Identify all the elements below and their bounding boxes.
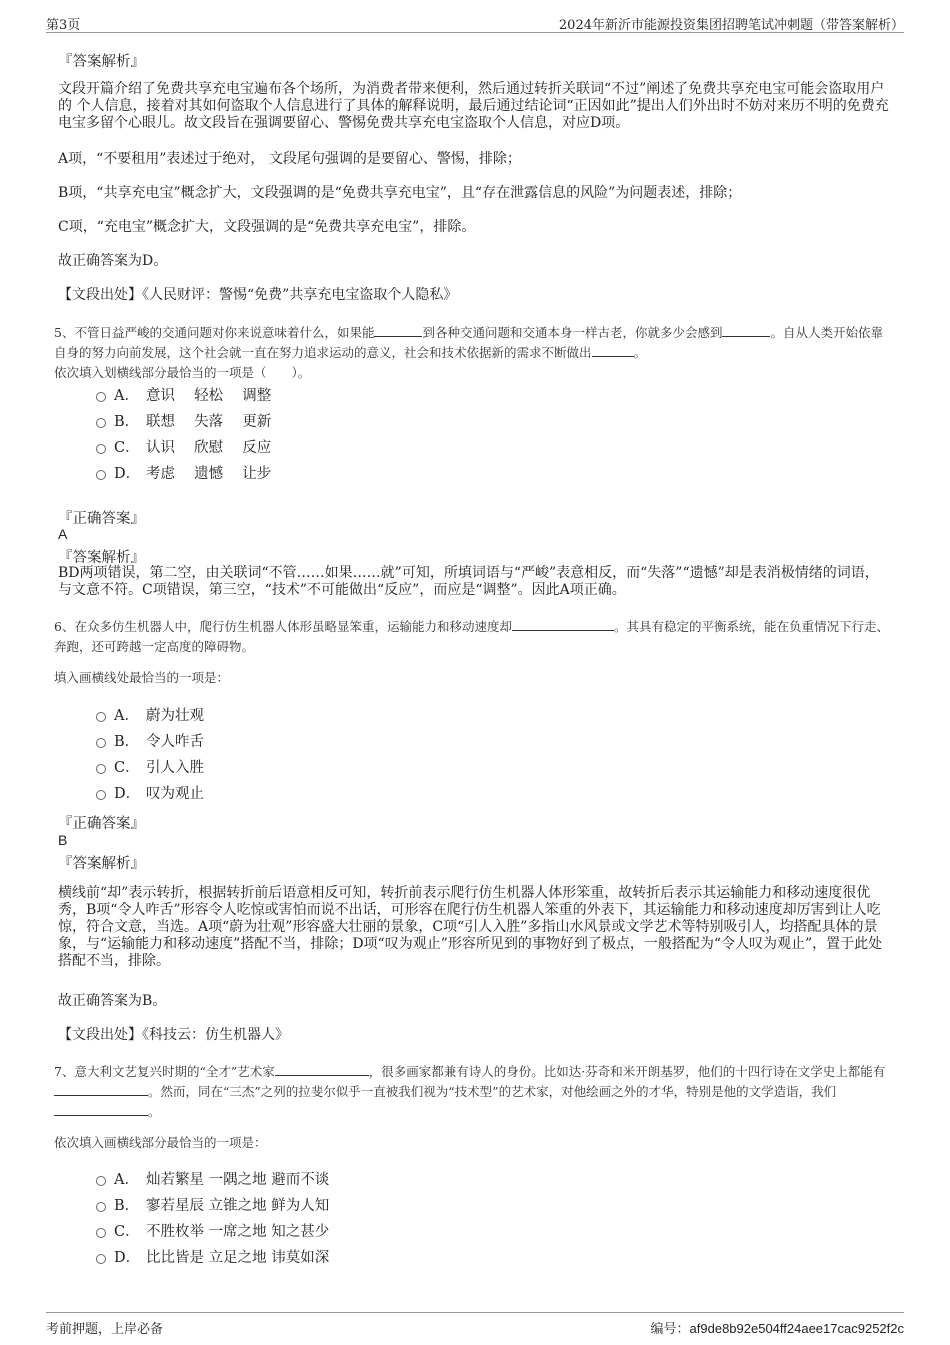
q4-analysis-para4: C项，“充电宝”概念扩大，文段强调的是“免费共享充电宝”，排除。: [58, 219, 476, 235]
radio-icon[interactable]: [96, 1176, 106, 1186]
footer-code: 编号：af9de8b92e504ff24aee17cac9252f2c: [650, 1321, 904, 1337]
blank: [275, 1062, 369, 1076]
radio-icon[interactable]: [96, 764, 106, 774]
q7-prompt: 依次填入画横线部分最恰当的一项是：: [54, 1135, 267, 1150]
blank: [54, 1102, 148, 1116]
q7-option-d[interactable]: D． 比比皆是 立足之地 讳莫如深: [96, 1248, 329, 1268]
q5-prompt: 依次填入划横线部分最恰当的一项是（ ）。: [54, 365, 311, 380]
q7-option-c[interactable]: C． 不胜枚举 一席之地 知之甚少: [96, 1222, 329, 1242]
q5-option-b[interactable]: B． 联想 失落 更新: [96, 412, 271, 432]
q5-option-a[interactable]: A． 意识 轻松 调整: [96, 386, 271, 406]
q4-analysis-para2: A项，“不要租用”表述过于绝对， 文段尾句强调的是要留心、警惕，排除；: [58, 151, 521, 167]
page-footer: [46, 1312, 904, 1337]
q5-correct-label: 『正确答案』: [58, 511, 145, 527]
q6-correct-label: 『正确答案』: [58, 816, 145, 832]
q7-stem: 7、意大利文艺复兴时期的“全才”艺术家 ，很多画家都兼有诗人的身份。比如达·芬奇和米开朗基罗，他们的十四行诗在文学史上都能有。然而，同在“三杰”之列的拉斐尔似乎一直被我们视为“技术型”的艺术家，对他绘画之外的才华，特别是他的文学造诣，我们。: [54, 1064, 886, 1119]
q5-option-d[interactable]: D． 考虑 遗憾 让步: [96, 464, 271, 484]
q6-analysis-label: 『答案解析』: [58, 856, 145, 872]
q6-option-c[interactable]: C． 引人入胜: [96, 758, 204, 778]
radio-icon[interactable]: [96, 1228, 106, 1238]
document-title: 2024年新沂市能源投资集团招聘笔试冲刺题（带答案解析）: [558, 18, 904, 33]
radio-icon[interactable]: [96, 418, 106, 428]
q6-source: 【文段出处】《科技云：仿生机器人》: [58, 1027, 289, 1043]
blank: [722, 323, 770, 337]
q6-option-b[interactable]: B． 令人咋舌: [96, 732, 204, 752]
q6-stem: 6、在众多仿生机器人中，爬行仿生机器人体形虽略显笨重，运输能力和移动速度却 。其具有稳定的平衡系统，能在负重情况下行走、奔跑，还可跨越一定高度的障碍物。: [54, 619, 889, 654]
q6-prompt: 填入画横线处最恰当的一项是：: [54, 670, 230, 685]
q4-conclusion: 故正确答案为D。: [58, 253, 168, 269]
footer-slogan: 考前押题，上岸必备: [46, 1322, 164, 1337]
blank: [592, 343, 634, 357]
q6-conclusion: 故正确答案为B。: [58, 993, 167, 1009]
q6-analysis: 横线前“却”表示转折，根据转折前后语意相反可知，转折前表示爬行仿生机器人体形笨重，故转折后表示其运输能力和移动速度很优秀，B项“令人咋舌”形容令人吃惊或害怕而说不出话，可形容在爬行仿生机器人笨重的外表下，其运输能力和移动速度却厉害到让人吃惊，符合文意，当选。A项“蔚为壮观”形容盛大壮丽的景象，C项“引人入胜”多指山水风景或文学艺术等特别吸引人，均搭配具体的景象，与“运输能力和移动速度”搭配不当，排除；D项“叹为观止”形容所见到的事物好到了极点，一般搭配为“令人叹为观止”，置于此处搭配不当，排除。: [58, 885, 883, 969]
radio-icon[interactable]: [96, 444, 106, 454]
q5-option-c[interactable]: C． 认识 欣慰 反应: [96, 438, 271, 458]
blank: [54, 1082, 148, 1096]
q6-option-a[interactable]: A． 蔚为壮观: [96, 706, 204, 726]
q5-correct-answer: A: [58, 526, 68, 542]
page-number: 第3页: [46, 18, 81, 33]
q7-option-b[interactable]: B． 寥若星辰 立锥之地 鲜为人知: [96, 1196, 329, 1216]
q4-analysis-label: 『答案解析』: [58, 54, 145, 70]
q7-option-a[interactable]: A． 灿若繁星 一隅之地 避而不谈: [96, 1170, 329, 1190]
page-header: [46, 12, 904, 33]
radio-icon[interactable]: [96, 1254, 106, 1264]
q5-analysis-label: 『答案解析』: [58, 550, 145, 566]
radio-icon[interactable]: [96, 712, 106, 722]
radio-icon[interactable]: [96, 392, 106, 402]
q6-option-d[interactable]: D． 叹为观止: [96, 784, 204, 804]
q5-analysis: BD两项错误，第二空，由关联词“不管……如果……就”可知，所填词语与“严峻”表意相反，而“失落”“遗憾”却是表消极情绪的词语，与文意不符。C项错误，第三空，“技术”不可能做出“反应”，而应是“调整”。因此A项正确。: [58, 565, 879, 598]
blank: [512, 617, 614, 631]
q5-stem: 5、不管日益严峻的交通问题对你来说意味着什么，如果能 到各种交通问题和交通本身一样古老，你就多少会感到 。自从人类开始依靠自身的努力向前发展，这个社会就一直在努力追求运动的意义，社会和技术依据新的需求不断做出 。: [54, 325, 883, 360]
radio-icon[interactable]: [96, 738, 106, 748]
q4-source: 【文段出处】《人民财评：警惕“免费”共享充电宝盗取个人隐私》: [58, 287, 458, 303]
blank: [374, 323, 422, 337]
q4-analysis-para3: B项，“共享充电宝”概念扩大，文段强调的是“免费共享充电宝”，且“存在泄露信息的风险”为问题表述，排除；: [58, 185, 742, 201]
radio-icon[interactable]: [96, 1202, 106, 1212]
radio-icon[interactable]: [96, 470, 106, 480]
q6-correct-answer: B: [58, 832, 68, 848]
radio-icon[interactable]: [96, 790, 106, 800]
q4-analysis-para1: 文段开篇介绍了免费共享充电宝遍布各个场所，为消费者带来便利，然后通过转折关联词“不过”阐述了免费共享充电宝可能会盗取用户 的 个人信息，接着对其如何盗取个人信息进行了具体的解释说明，最后通过结论词“正因如此”提出人们外出时不妨对来历不明的免费充电宝多留个心眼儿。故文段旨在强调要留心、警惕免费共享充电宝盗取个人信息，对应D项。: [58, 81, 889, 131]
